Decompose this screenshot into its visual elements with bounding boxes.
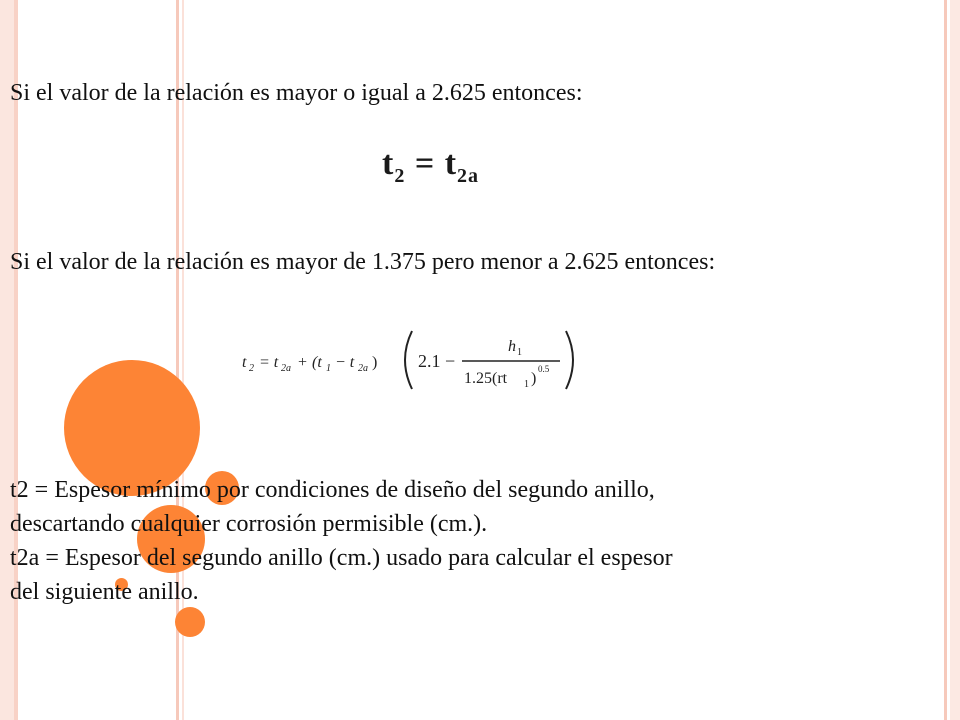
condition-text-2: Si el valor de la relación es mayor de 1.375 pero menor a 2.625 entonces: — [10, 249, 716, 275]
formula1-lhs: t — [382, 145, 395, 182]
formula1-eq: = — [414, 145, 436, 182]
f2-num-sub: 1 — [517, 347, 522, 358]
f2-coef: 2.1 − — [418, 351, 456, 371]
f2-den: 1.25(rt — [464, 370, 508, 387]
formula1-lhs-sub: 2 — [394, 164, 406, 187]
f2-num-h: h — [508, 338, 516, 355]
f2-sub2: 2 — [249, 363, 254, 374]
formula-t2-interpolation — [240, 325, 580, 395]
f2-sub1: 1 — [326, 363, 331, 374]
formula-t2-equals-t2a — [382, 145, 479, 188]
definition-line: t2a = Espesor del segundo anillo (cm.) usado para calcular el espesor — [10, 545, 673, 571]
decorative-band-right — [944, 0, 947, 720]
condition-text-1: Si el valor de la relación es mayor o igual a 2.625 entonces: — [10, 80, 583, 106]
decorative-circle-small-2 — [175, 607, 205, 637]
decorative-band-right-2 — [950, 0, 960, 720]
definition-line: del siguiente anillo. — [10, 579, 199, 605]
f2-den-sub: 1 — [524, 379, 529, 390]
f2-sub2a-b: 2a — [358, 363, 368, 374]
f2-den-close: ) — [531, 370, 537, 387]
f2-paren-t1: (t — [312, 354, 322, 371]
formula1-rhs-sub: 2a — [457, 164, 480, 187]
definition-line: descartando cualquier corrosión permisible (cm.). — [10, 511, 488, 537]
f2-close: ) — [372, 354, 378, 371]
f2-plus: + — [298, 354, 308, 371]
f2-big-paren-left — [405, 331, 412, 389]
f2-sub2a: 2a — [281, 363, 291, 374]
f2-t2: t — [242, 354, 247, 371]
f2-big-paren-right — [566, 331, 573, 389]
formula2-svg — [240, 325, 580, 395]
f2-exp: 0.5 — [538, 364, 550, 374]
f2-minus-t2a: − t — [335, 354, 355, 371]
definition-line: t2 = Espesor mínimo por condiciones de diseño del segundo anillo, — [10, 477, 655, 503]
definitions-block — [10, 473, 940, 609]
formula1-rhs: t — [444, 145, 458, 182]
f2-eq-t: = t — [259, 354, 279, 371]
